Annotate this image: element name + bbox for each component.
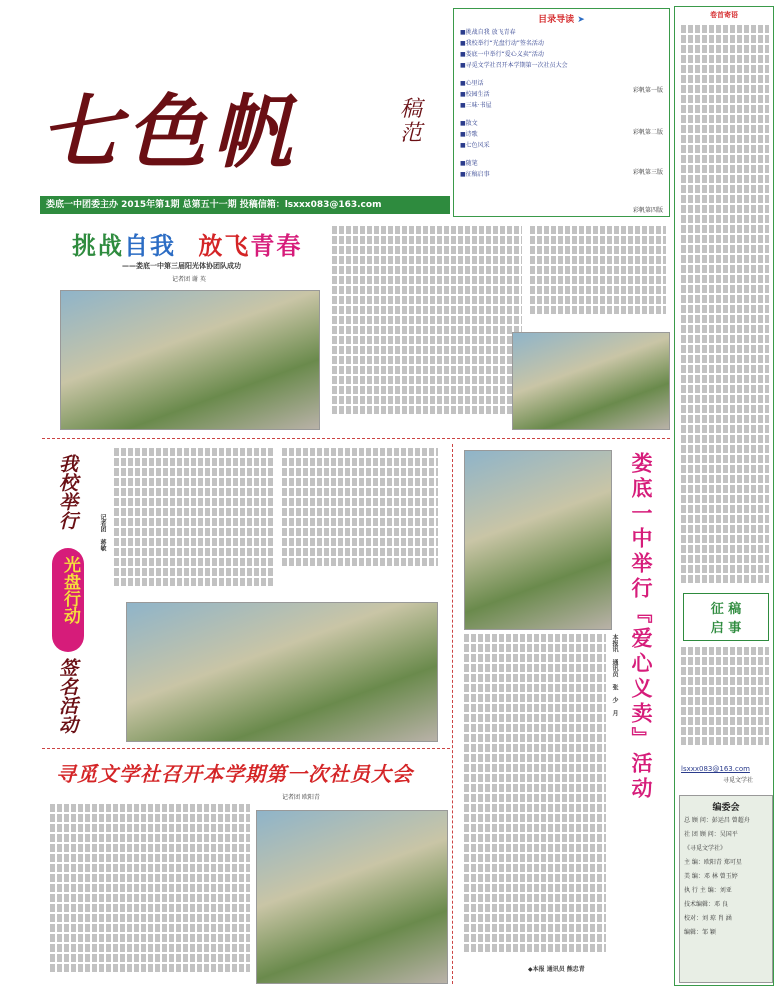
article-2-body: [114, 448, 274, 598]
masthead-title: 七色帆: [40, 85, 298, 179]
toc-header: [454, 9, 669, 25]
editor-line: 社 团 顾 问：吴国平: [684, 831, 738, 838]
article-4-byline: 记者团 欧阳青: [282, 794, 320, 801]
article-1: [42, 222, 670, 432]
toc-item[interactable]: ■心里话: [460, 80, 484, 87]
article-3-footer: ◆本报 通讯员 熊忠青: [528, 966, 585, 973]
article-1-body: [332, 226, 522, 430]
notice-title-b: 启 事: [710, 621, 742, 636]
toc-item[interactable]: ■校园生活: [460, 91, 490, 98]
toc-list: [454, 25, 669, 186]
article-3-body: [464, 634, 606, 954]
editor-line: 美 编：邓 林 曾玉婷: [684, 873, 738, 880]
notice-title-a: 征 稿: [710, 602, 742, 617]
sidebar-body: [681, 25, 769, 585]
sail-icon: ➤: [577, 15, 585, 25]
toc-item[interactable]: ■诗歌: [460, 131, 478, 138]
masthead-bar-text: 娄底一中团委主办 2015年第1期 总第五十一期 投稿信箱：lsxxx083@163.com: [46, 200, 382, 210]
article-4-photo: [256, 810, 448, 984]
notice-body: [681, 647, 769, 757]
editor-line: 执 行 主 编：刘亚: [684, 887, 732, 894]
article-1-byline: 记者团 谢 英: [172, 276, 206, 283]
toc-page-3[interactable]: 彩帆第三版: [632, 169, 663, 176]
article-2-title-mid: 光盘行动: [60, 556, 80, 624]
divider-h-2: [42, 748, 450, 749]
article-4: [42, 752, 450, 986]
article-3-photo: [464, 450, 612, 630]
headline-part-1: 挑战: [72, 232, 124, 260]
article-4-headline: 寻觅文学社召开本学期第一次社员大会: [56, 762, 413, 786]
masthead: [40, 8, 450, 213]
toc-item[interactable]: ■随笔: [460, 160, 478, 167]
toc-box: [453, 8, 670, 217]
article-4-body: [50, 804, 250, 982]
divider-h: [42, 438, 670, 439]
notice-email[interactable]: lsxxx083@163.com: [681, 765, 750, 773]
toc-item[interactable]: ■寻觅文学社召开本学期第一次社员大会: [460, 62, 568, 69]
article-2-title-bottom: 签名活动: [56, 658, 78, 734]
article-3-byline: 本报讯 通讯员 张 少 月: [611, 634, 618, 716]
article-1-photo-2: [512, 332, 670, 430]
editor-line: 校对：刘 琼 肖 涵: [684, 915, 732, 922]
toc-item[interactable]: ■我校举行“光盘行动”签名活动: [460, 40, 544, 47]
editor-line: 技术编辑：邓 良: [684, 901, 728, 908]
toc-item[interactable]: ■散文: [460, 120, 478, 127]
editor-line: 总 顾 问：彭运昌 曾超舟: [684, 817, 750, 824]
article-2: [42, 444, 442, 744]
masthead-bar: [40, 196, 450, 214]
headline-part-2: 自我: [124, 232, 176, 260]
notice-box: [683, 593, 769, 641]
toc-item[interactable]: ■挑战自我 放飞青春: [460, 29, 516, 36]
toc-item[interactable]: ■七色风采: [460, 142, 490, 149]
article-2-photo: [126, 602, 438, 742]
editors-list: [680, 817, 772, 937]
article-1-body-2: [530, 226, 666, 326]
sidebar: [674, 6, 774, 986]
toc-item[interactable]: ■娄底一中举行“爱心义卖”活动: [460, 51, 544, 58]
toc-item[interactable]: ■三味·书屋: [460, 102, 492, 109]
editor-line: 主 编：欧阳青 郑可星: [684, 859, 742, 866]
article-2-title-top: 我校举行: [56, 454, 78, 530]
editor-line: 编辑：邹 颖: [684, 929, 716, 936]
toc-item[interactable]: ■征稿启事: [460, 171, 490, 178]
headline-part-4: 青春: [250, 232, 303, 260]
editors-header: 编委会: [712, 803, 740, 813]
editor-line: 《寻觅文学社》: [684, 845, 727, 852]
headline-part-3: 放飞: [198, 232, 251, 260]
divider-v: [452, 444, 453, 984]
article-1-headline: [72, 226, 302, 261]
toc-header-text: 目录导读: [538, 15, 575, 25]
article-3: [458, 444, 670, 984]
masthead-title-suffix: 稿范: [400, 97, 423, 146]
editors-box: [679, 795, 773, 983]
toc-page-2[interactable]: 彩帆第二版: [632, 129, 663, 136]
article-1-photo: [60, 290, 320, 430]
toc-page-1[interactable]: 彩帆第一版: [632, 87, 663, 94]
sidebar-header: 卷首寄语: [710, 11, 738, 19]
article-3-title: 娄底一中举行『爱心义卖』活动: [629, 452, 653, 802]
notice-email-suffix: 寻觅文学社: [723, 777, 754, 784]
article-2-body-2: [282, 448, 438, 578]
toc-page-4[interactable]: 彩帆第四版: [632, 207, 663, 214]
article-2-byline: 记者团 蒋敏: [99, 514, 106, 551]
article-1-subtitle: ——娄底一中第三届阳光体协团队成功: [122, 262, 241, 270]
